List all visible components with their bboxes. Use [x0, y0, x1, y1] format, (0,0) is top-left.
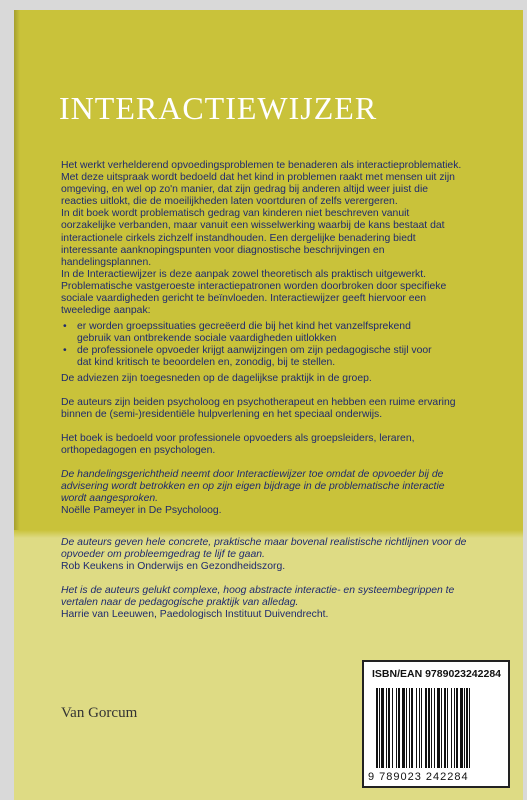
- barcode-bar: [392, 688, 393, 768]
- bullet-icon: •: [63, 321, 67, 332]
- text-line: gebruik van ontbrekende sociale vaardigheden uitlokken: [77, 333, 337, 345]
- quote-line: De auteurs geven hele concrete, praktische maar bovenal realistische richtlijnen voor de: [61, 537, 467, 548]
- barcode-bar: [431, 688, 432, 768]
- quote-source: Noëlle Pameyer in De Psycholoog.: [61, 505, 222, 517]
- bullet-list: [61, 321, 491, 369]
- barcode-bar: [466, 688, 468, 768]
- quote-line: wordt aangesproken.: [61, 493, 159, 505]
- text-line: dat kind kritisch te beoordelen en, zonodig, bij te stellen.: [77, 357, 336, 369]
- barcode-bar: [464, 688, 465, 768]
- barcode-bar: [444, 688, 446, 768]
- bullet-item: [61, 321, 491, 345]
- bullet-icon: •: [63, 345, 67, 357]
- barcode-bar: [406, 688, 407, 768]
- text-line: Het boek is bedoeld voor professionele opvoeders als groepsleiders, leraren,: [61, 433, 415, 444]
- text-line: er worden groepssituaties gecreëerd die bij het kind het vanzelfsprekend: [77, 321, 411, 332]
- review-quote: [61, 537, 491, 573]
- barcode-bar: [460, 688, 463, 768]
- text-line: In dit boek wordt problematisch gedrag van kinderen niet beschreven vanuit: [61, 208, 410, 220]
- quote-line: Het is de auteurs gelukt complexe, hoog abstracte interactie- en systeembegrippen te: [61, 585, 455, 596]
- text-line: de professionele opvoeder krijgt aanwijzingen om zijn pedagogische stijl voor: [77, 345, 432, 357]
- barcode-number: 9 789023 242284: [368, 771, 469, 783]
- barcode-bar: [421, 688, 422, 768]
- barcode-bar: [437, 688, 440, 768]
- barcode-bar: [454, 688, 455, 768]
- barcode-bar: [386, 688, 387, 768]
- barcode-bar: [419, 688, 420, 768]
- authors-text: [61, 397, 491, 421]
- quote-line: vertalen naar de pedagogische praktijk van alledag.: [61, 597, 299, 609]
- barcode-bar: [398, 688, 400, 768]
- text-line: De adviezen zijn toegesneden op de dagelijkse praktijk in de groep.: [61, 373, 372, 384]
- barcode-bar: [441, 688, 442, 768]
- text-line: omgeving, en wel op zo'n manier, dat zijn gedrag bij anderen altijd weer juist die: [61, 184, 429, 196]
- text-line: interactionele cirkels zichzelf instandhouden. Een dergelijke benadering biedt: [61, 232, 416, 244]
- text-line: In de Interactiewijzer is deze aanpak zowel theoretisch als praktisch uitgewerkt.: [61, 268, 427, 280]
- barcode-bar: [447, 688, 448, 768]
- text-line: tweeledige aanpak:: [61, 305, 151, 317]
- barcode-bar: [381, 688, 384, 768]
- review-quote: [61, 585, 491, 621]
- quote-source: Harrie van Leeuwen, Paedologisch Instituut Duivendrecht.: [61, 609, 329, 621]
- barcode-bar: [456, 688, 458, 768]
- advice-text: [61, 373, 491, 385]
- text-line: interessante aanknopingspunten voor diagnostische beschrijvingen en: [61, 244, 385, 256]
- text-line: sociale vaardigheden gericht te beïnvloeden. Interactiewijzer geeft hiervoor een: [61, 293, 427, 305]
- text-line: oorzakelijke verbanden, maar vanuit een wisselwerking waarbij de kans bestaat dat: [61, 220, 445, 232]
- review-quote: [61, 469, 491, 517]
- isbn-label: ISBN/EAN 9789023242284: [372, 668, 502, 680]
- text-line: binnen de (semi-)residentiële hulpverlening en het speciaal onderwijs.: [61, 409, 383, 421]
- barcode-bar: [409, 688, 410, 768]
- intro-text: [61, 160, 491, 317]
- barcode-bar: [396, 688, 397, 768]
- barcode-bar: [388, 688, 390, 768]
- publisher-logo: Van Gorcum: [61, 705, 138, 721]
- barcode-bar: [425, 688, 427, 768]
- bullet-item: [61, 345, 491, 369]
- barcode-bar: [379, 688, 380, 768]
- barcode-panel: [362, 660, 510, 788]
- text-line: De auteurs zijn beiden psycholoog en psychotherapeut en hebben een ruime ervaring: [61, 397, 456, 408]
- quote-line: advisering wordt betrokken en op zijn eigen bijdrage in de problematische interactie: [61, 481, 445, 493]
- text-line: Het werkt verhelderend opvoedingsproblemen te benaderen als interactieproblematiek.: [61, 160, 462, 171]
- barcode-bar: [411, 688, 413, 768]
- quote-source: Rob Keukens in Onderwijs en Gezondheidszorg.: [61, 561, 286, 573]
- audience-text: [61, 433, 491, 457]
- quote-line: opvoeder om probleemgedrag te lijf te gaan.: [61, 549, 265, 561]
- barcode-bar: [376, 688, 378, 768]
- text-line: handelingsplannen.: [61, 256, 152, 268]
- quote-line: De handelingsgerichtheid neemt door Interactiewijzer toe omdat de opvoeder bij de: [61, 469, 444, 480]
- barcode-bar: [416, 688, 417, 768]
- barcode-bar: [451, 688, 452, 768]
- barcode-bar: [402, 688, 405, 768]
- barcode-bar: [428, 688, 430, 768]
- book-title: INTERACTIEWIJZER: [59, 90, 378, 126]
- barcode-graphic: [374, 688, 502, 770]
- barcode-bar: [469, 688, 470, 768]
- text-line: Met deze uitspraak wordt bedoeld dat het kind in problemen raakt met mensen uit zijn: [61, 172, 455, 184]
- text-line: reacties uitlokt, die de moeilijkheden laten voortduren of zelfs verergeren.: [61, 196, 398, 208]
- barcode-bar: [434, 688, 435, 768]
- text-line: orthopedagogen en psychologen.: [61, 445, 216, 457]
- text-line: Problematische vastgeroeste interactiepatronen worden doorbroken door specifieke: [61, 280, 447, 292]
